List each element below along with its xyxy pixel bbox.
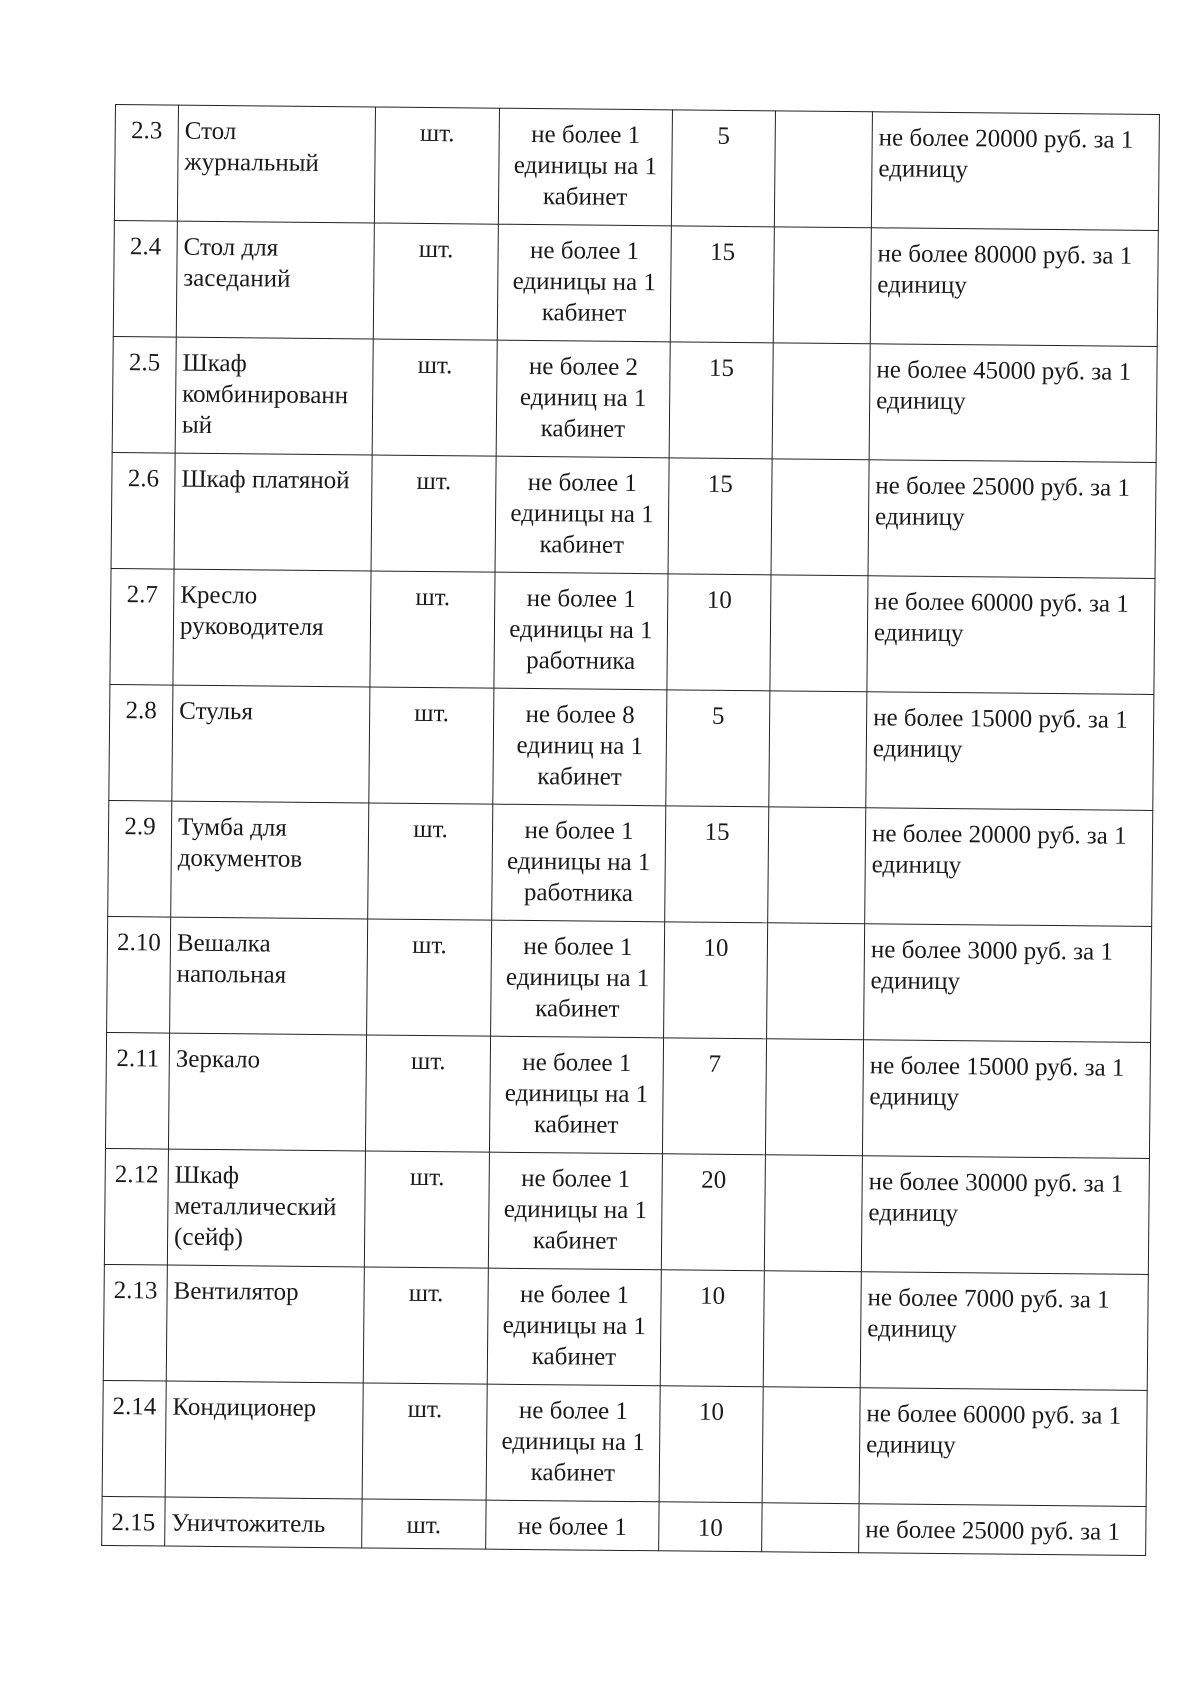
empty-cell bbox=[763, 1271, 861, 1388]
empty-cell bbox=[769, 691, 867, 808]
quantity: 10 bbox=[664, 922, 768, 1039]
quantity: 10 bbox=[660, 1270, 764, 1387]
table-row bbox=[103, 1264, 1148, 1390]
unit-of-measure: шт. bbox=[367, 919, 492, 1036]
quantity-norm: не более 1 единицы на 1 кабинет bbox=[488, 1152, 662, 1270]
table-row bbox=[108, 800, 1153, 926]
table-row bbox=[102, 1380, 1147, 1506]
quantity-norm: не более 1 единицы на 1 кабинет bbox=[497, 224, 671, 342]
price-limit: не более 7000 руб. за 1 единицу bbox=[860, 1272, 1148, 1391]
price-limit: не более 15000 руб. за 1 единицу bbox=[866, 692, 1154, 811]
table-row bbox=[114, 105, 1159, 231]
row-number: 2.3 bbox=[114, 105, 178, 222]
quantity-norm: не более 2 единиц на 1 кабинет bbox=[496, 340, 670, 458]
price-limit: не более 20000 руб. за 1 единицу bbox=[865, 808, 1153, 927]
unit-of-measure: шт. bbox=[362, 1499, 486, 1549]
quantity: 5 bbox=[671, 110, 775, 227]
quantity-norm: не более 1 единицы на 1 работника bbox=[492, 804, 666, 922]
empty-cell bbox=[762, 1503, 859, 1553]
quantity: 7 bbox=[662, 1038, 766, 1155]
unit-of-measure: шт. bbox=[362, 1383, 487, 1500]
empty-cell bbox=[762, 1387, 860, 1504]
row-number: 2.8 bbox=[109, 684, 173, 801]
row-number: 2.7 bbox=[110, 568, 174, 685]
table-row bbox=[109, 684, 1154, 810]
unit-of-measure: шт. bbox=[368, 803, 493, 920]
item-name: Шкаф комбинированн ый bbox=[175, 337, 373, 455]
unit-of-measure: шт. bbox=[374, 107, 499, 224]
row-number: 2.6 bbox=[111, 452, 175, 569]
empty-cell bbox=[767, 923, 865, 1040]
empty-cell bbox=[771, 459, 869, 576]
quantity-norm: не более 1 bbox=[486, 1500, 659, 1551]
row-number: 2.13 bbox=[103, 1264, 167, 1381]
price-limit: не более 3000 руб. за 1 единицу bbox=[864, 924, 1152, 1043]
item-name: Стулья bbox=[172, 685, 370, 803]
empty-cell bbox=[773, 227, 871, 344]
furniture-norms-table bbox=[101, 104, 1160, 1556]
empty-cell bbox=[772, 343, 870, 460]
price-limit: не более 15000 руб. за 1 единицу bbox=[862, 1040, 1150, 1159]
quantity-norm: не более 1 единицы на 1 кабинет bbox=[498, 108, 672, 226]
unit-of-measure: шт. bbox=[371, 455, 496, 572]
row-number: 2.10 bbox=[107, 916, 171, 1033]
quantity-norm: не более 8 единиц на 1 кабинет bbox=[493, 688, 667, 806]
item-name: Кондиционер bbox=[165, 1381, 363, 1499]
unit-of-measure: шт. bbox=[369, 687, 494, 804]
row-number: 2.4 bbox=[113, 220, 177, 337]
item-name: Стол для заседаний bbox=[176, 221, 374, 339]
unit-of-measure: шт. bbox=[365, 1035, 490, 1152]
table-body bbox=[102, 105, 1160, 1556]
quantity-norm: не более 1 единицы на 1 кабинет bbox=[495, 456, 669, 574]
price-limit: не более 20000 руб. за 1 единицу bbox=[871, 112, 1159, 231]
item-name: Шкаф платяной bbox=[174, 453, 372, 571]
quantity-norm: не более 1 единицы на 1 кабинет bbox=[489, 1036, 663, 1154]
item-name: Уничтожитель bbox=[165, 1497, 362, 1548]
item-name: Стол журнальный bbox=[177, 105, 375, 223]
row-number: 2.5 bbox=[112, 336, 176, 453]
empty-cell bbox=[770, 575, 868, 692]
unit-of-measure: шт. bbox=[370, 571, 495, 688]
item-name: Шкаф металлический (сейф) bbox=[167, 1149, 365, 1267]
unit-of-measure: шт. bbox=[363, 1267, 488, 1384]
item-name: Тумба для документов bbox=[171, 801, 369, 919]
empty-cell bbox=[768, 807, 866, 924]
table-row bbox=[105, 1032, 1150, 1158]
quantity-norm: не более 1 единицы на 1 кабинет bbox=[486, 1384, 660, 1502]
table-row bbox=[102, 1496, 1146, 1555]
item-name: Зеркало bbox=[168, 1033, 366, 1151]
table-row bbox=[110, 568, 1155, 694]
table-row bbox=[112, 336, 1157, 462]
price-limit: не более 30000 руб. за 1 единицу bbox=[861, 1156, 1149, 1275]
table-row bbox=[104, 1148, 1149, 1274]
row-number: 2.15 bbox=[102, 1496, 165, 1546]
quantity-norm: не более 1 единицы на 1 работника bbox=[494, 572, 668, 690]
empty-cell bbox=[765, 1039, 863, 1156]
row-number: 2.9 bbox=[108, 800, 172, 917]
price-limit: не более 25000 руб. за 1 единицу bbox=[868, 460, 1156, 579]
quantity: 5 bbox=[666, 690, 770, 807]
quantity: 15 bbox=[665, 806, 769, 923]
unit-of-measure: шт. bbox=[364, 1151, 489, 1268]
price-limit: не более 60000 руб. за 1 единицу bbox=[859, 1388, 1147, 1507]
row-number: 2.11 bbox=[105, 1032, 169, 1149]
quantity: 15 bbox=[670, 226, 774, 343]
row-number: 2.14 bbox=[102, 1380, 166, 1497]
quantity: 10 bbox=[659, 1386, 763, 1503]
empty-cell bbox=[764, 1155, 862, 1272]
row-number: 2.12 bbox=[104, 1148, 168, 1265]
quantity: 15 bbox=[668, 458, 772, 575]
quantity: 15 bbox=[669, 342, 773, 459]
item-name: Вентилятор bbox=[166, 1265, 364, 1383]
unit-of-measure: шт. bbox=[373, 223, 498, 340]
quantity: 10 bbox=[659, 1502, 762, 1552]
table-row bbox=[107, 916, 1152, 1042]
quantity-norm: не более 1 единицы на 1 кабинет bbox=[491, 920, 665, 1038]
item-name: Вешалка напольная bbox=[170, 917, 368, 1035]
price-limit: не более 45000 руб. за 1 единицу bbox=[869, 344, 1157, 463]
price-limit: не более 25000 руб. за 1 bbox=[859, 1504, 1146, 1556]
quantity: 10 bbox=[667, 574, 771, 691]
price-limit: не более 80000 руб. за 1 единицу bbox=[870, 228, 1158, 347]
unit-of-measure: шт. bbox=[372, 339, 497, 456]
price-limit: не более 60000 руб. за 1 единицу bbox=[867, 576, 1155, 695]
quantity-norm: не более 1 единицы на 1 кабинет bbox=[487, 1268, 661, 1386]
quantity: 20 bbox=[661, 1154, 765, 1271]
empty-cell bbox=[774, 111, 872, 228]
table-row bbox=[113, 220, 1158, 346]
table-row bbox=[111, 452, 1156, 578]
item-name: Кресло руководителя bbox=[173, 569, 371, 687]
